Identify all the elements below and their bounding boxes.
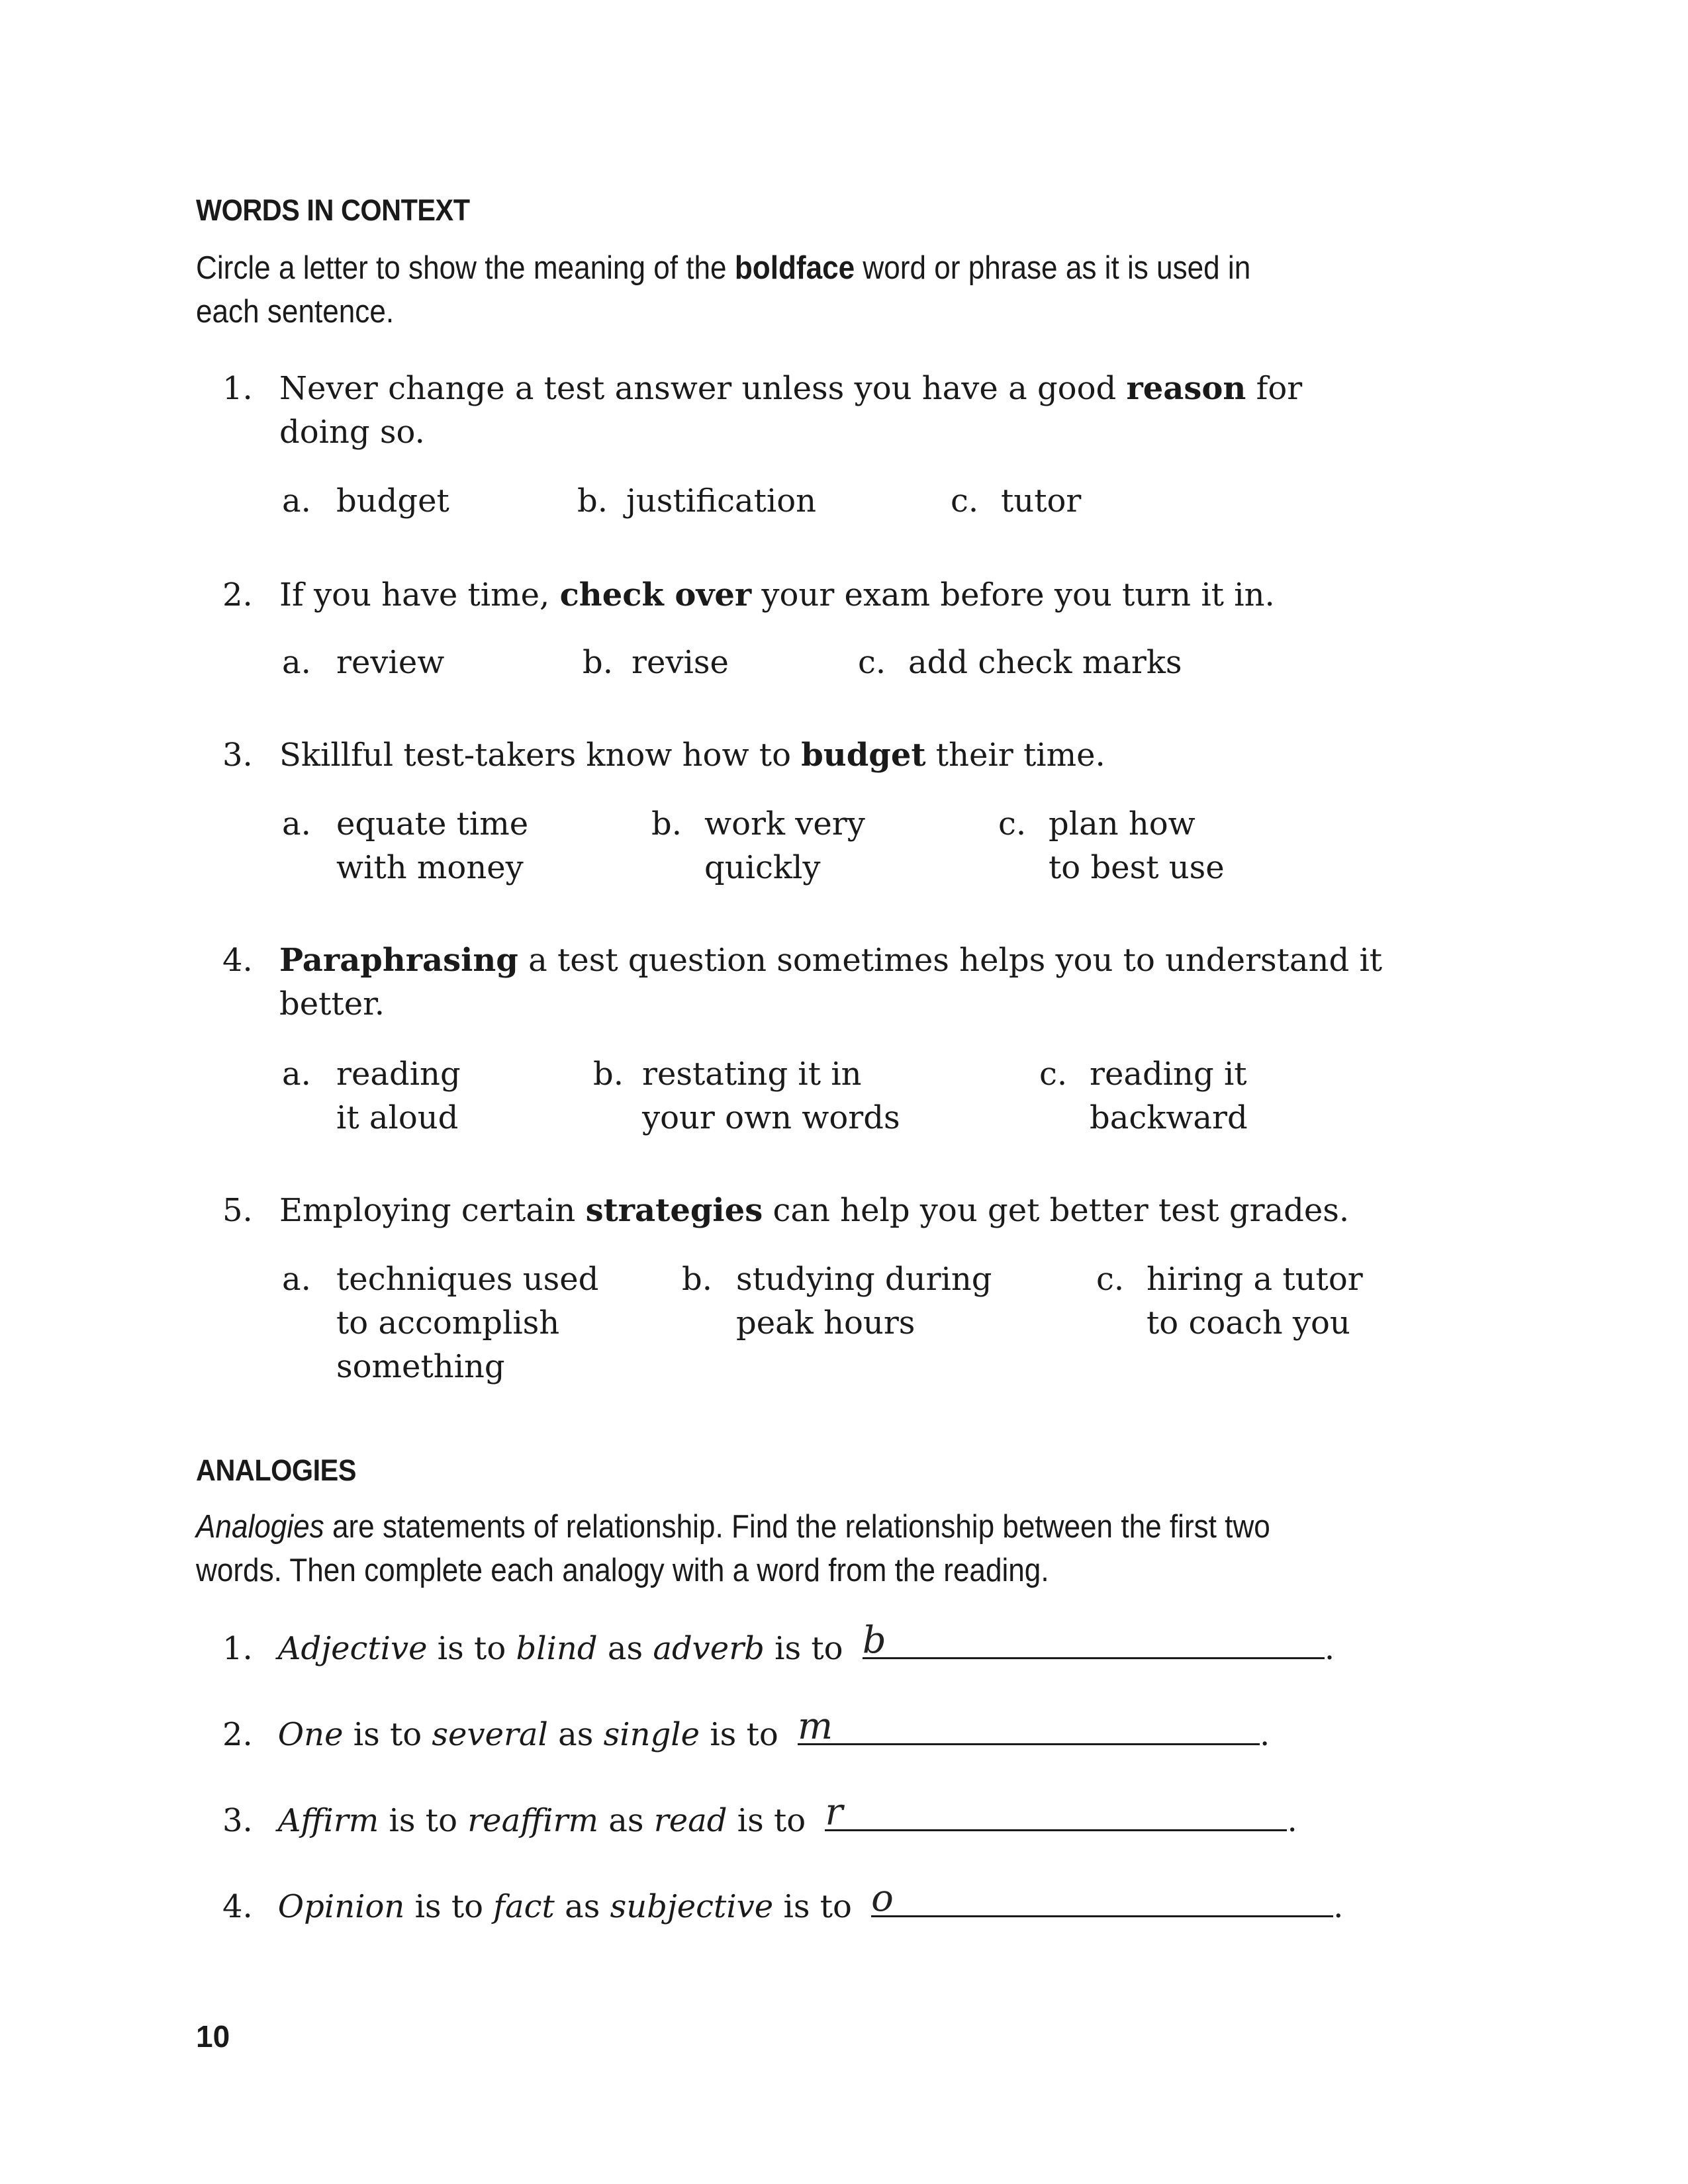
section-heading-words-in-context: WORDS IN CONTEXT (196, 193, 470, 227)
question-text: If you have time, check over your exam before you turn it in. (279, 576, 1275, 614)
instruction-italic-word: Analogies (196, 1509, 324, 1545)
answer-blank-4[interactable] (871, 1877, 1333, 1920)
question-keyword: strategies (585, 1192, 763, 1229)
answer-blank-1[interactable] (862, 1619, 1325, 1662)
handwritten-hint: o (871, 1877, 894, 1920)
question-number: 4. (222, 942, 253, 979)
question-text: Paraphrasing a test question sometimes helps you to understand it better. (279, 942, 1383, 1023)
answer-blank-2[interactable] (798, 1705, 1260, 1748)
question-text: Never change a test answer unless you have a good reason for doing so. (279, 370, 1303, 451)
analogies-instruction: Analogies are statements of relationship. Find the relationship between the first two words. Then complete each analogy with a word from the reading. (196, 1509, 1270, 1588)
answer-blank-3[interactable] (825, 1791, 1287, 1834)
page-number: 10 (196, 2019, 230, 2054)
analogy-4: 4. Opinion is to fact as subjective is to o . (222, 1877, 1344, 1925)
question-keyword: Paraphrasing (279, 942, 518, 979)
question-keyword: reason (1126, 370, 1246, 407)
instruction-bold-word: boldface (734, 250, 855, 286)
analogy-3: 3. Affirm is to reaffirm as read is to r . (222, 1791, 1297, 1839)
question-keyword: check over (559, 576, 752, 614)
question-number: 2. (222, 576, 253, 614)
handwritten-hint: r (825, 1791, 843, 1834)
section-heading-analogies: ANALOGIES (196, 1453, 356, 1487)
handwritten-hint: b (862, 1619, 886, 1662)
handwritten-hint: m (798, 1705, 833, 1748)
question-number: 3. (222, 737, 253, 774)
analogy-1: 1. Adjective is to blind as adverb is to b . (222, 1619, 1335, 1667)
analogy-2: 2. One is to several as single is to m . (222, 1705, 1270, 1753)
question-text: Skillful test-takers know how to budget their time. (279, 737, 1105, 774)
question-text: Employing certain strategies can help you get better test grades. (279, 1192, 1350, 1229)
question-number: 5. (222, 1192, 253, 1229)
question-keyword: budget (801, 737, 926, 774)
question-number: 1. (222, 370, 253, 407)
words-in-context-instruction: Circle a letter to show the meaning of the boldface word or phrase as it is used in each sentence. (196, 250, 1251, 330)
workbook-page: WORDS IN CONTEXT Circle a letter to show the meaning of the boldface word or phrase as it is used in each sentence. 1. Never change a test answer unless you have a good reason for doing so. a. budget b. justification c. tutor 2. If you have time, check over your exam before you turn it in. a. review b. revise c. add check marks 3. Skillful test-takers know how to budget their time. a. equate time with money b. work very quickly c. plan how to best use 4. Paraphrasing a test question sometimes helps you to understand it better. a. reading it aloud b. restating it in your own words c. reading it backward 5. Employing certain strategies can help you get better test grades. a. techniques used to accomplish something b. studying during peak hours c. hiring a tutor to coach you ANALOGIES Analogies are statements of relationship. Find the relationship between the first two words. Then complete each analogy with a word from the reading. 1. Adjective is to blind as adverb is to b . 2. One is to several as single is to m . 3. Affirm is to reaffirm as read is to r . 4. Opinion is to fact as subjective is to o . 10 (0, 0, 1688, 2184)
